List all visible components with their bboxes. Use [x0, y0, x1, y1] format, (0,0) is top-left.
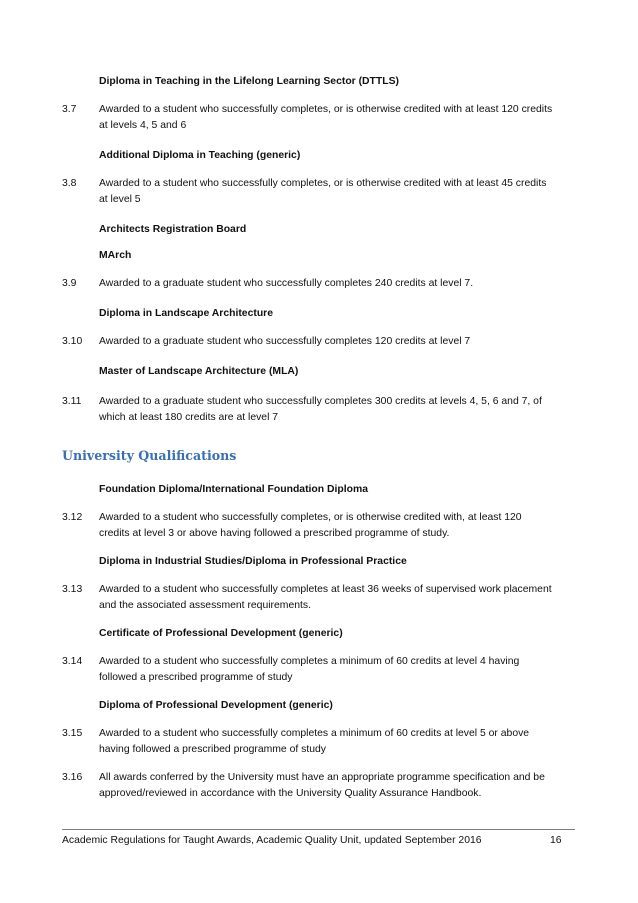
- item-text-line: Awarded to a student who successfully completes at least 36 weeks of supervised work placement: [99, 584, 552, 595]
- regulation-item: [62, 770, 582, 802]
- item-text-line: Awarded to a graduate student who successfully completes 120 credits at level 7: [99, 336, 471, 347]
- qualification-heading: MArch: [99, 250, 132, 261]
- qualification-heading: Master of Landscape Architecture (MLA): [99, 366, 299, 377]
- item-text: [99, 726, 582, 758]
- item-text: [99, 394, 582, 426]
- regulation-item: [62, 176, 582, 208]
- qualification-heading: Architects Registration Board: [99, 224, 247, 235]
- item-number: 3.12: [62, 512, 83, 523]
- regulation-item: [62, 102, 582, 134]
- item-text-line: Awarded to a student who successfully completes a minimum of 60 credits at level 5 or above: [99, 728, 530, 739]
- item-text-line: having followed a prescribed programme of study: [99, 744, 326, 755]
- qualification-heading: Diploma in Industrial Studies/Diploma in Professional Practice: [99, 556, 407, 567]
- item-text: [99, 510, 582, 542]
- item-text-line: Awarded to a student who successfully completes a minimum of 60 credits at level 4 having: [99, 656, 520, 667]
- footer-text: Academic Regulations for Taught Awards, Academic Quality Unit, updated September 2016: [62, 835, 482, 846]
- item-text-line: followed a prescribed programme of study: [99, 672, 293, 683]
- item-text-line: which at least 180 credits are at level 7: [99, 412, 279, 423]
- item-text-line: Awarded to a student who successfully completes, or is otherwise credited with at least 45 credits: [99, 178, 547, 189]
- item-text-line: Awarded to a student who successfully completes, or is otherwise credited with, at least 120: [99, 512, 522, 523]
- item-text-line: at level 5: [99, 194, 141, 205]
- item-text-line: Awarded to a student who successfully completes, or is otherwise credited with at least 120 credits: [99, 104, 553, 115]
- regulation-item: [62, 334, 582, 350]
- item-number: 3.11: [62, 396, 82, 407]
- item-text-line: and the associated assessment requirements.: [99, 600, 311, 611]
- item-number: 3.13: [62, 584, 83, 595]
- footer-divider: [62, 829, 575, 830]
- item-text: [99, 582, 582, 614]
- item-number: 3.8: [62, 178, 77, 189]
- item-text: [99, 770, 582, 802]
- item-text: [99, 276, 582, 292]
- regulation-item: [62, 276, 582, 292]
- qualification-heading: Foundation Diploma/International Foundation Diploma: [99, 484, 368, 495]
- item-text: [99, 334, 582, 350]
- item-text: [99, 654, 582, 686]
- item-number: 3.16: [62, 772, 83, 783]
- item-number: 3.7: [62, 104, 77, 115]
- regulation-item: [62, 394, 582, 426]
- item-text: [99, 176, 582, 208]
- page-number: 16: [550, 835, 562, 846]
- item-text: [99, 102, 582, 134]
- regulation-item: [62, 726, 582, 758]
- qualification-heading: Certificate of Professional Development (generic): [99, 628, 343, 639]
- item-text-line: Awarded to a graduate student who successfully completes 240 credits at level 7.: [99, 278, 474, 289]
- qualification-heading: Diploma of Professional Development (generic): [99, 700, 333, 711]
- item-text-line: All awards conferred by the University must have an appropriate programme specification and be: [99, 772, 545, 783]
- item-text-line: approved/reviewed in accordance with the University Quality Assurance Handbook.: [99, 788, 482, 799]
- item-number: 3.14: [62, 656, 83, 667]
- item-number: 3.15: [62, 728, 83, 739]
- item-number: 3.9: [62, 278, 77, 289]
- item-text-line: credits at level 3 or above having followed a prescribed programme of study.: [99, 528, 450, 539]
- item-number: 3.10: [62, 336, 83, 347]
- item-text-line: Awarded to a graduate student who successfully completes 300 credits at levels 4, 5, 6 and 7, of: [99, 396, 542, 407]
- item-text-line: at levels 4, 5 and 6: [99, 120, 187, 131]
- regulation-item: [62, 654, 582, 686]
- regulation-item: [62, 510, 582, 542]
- qualification-heading: Diploma in Teaching in the Lifelong Learning Sector (DTTLS): [99, 76, 399, 87]
- qualification-heading: Additional Diploma in Teaching (generic): [99, 150, 301, 161]
- section-title: University Qualifications: [62, 448, 237, 463]
- regulation-item: [62, 582, 582, 614]
- qualification-heading: Diploma in Landscape Architecture: [99, 308, 273, 319]
